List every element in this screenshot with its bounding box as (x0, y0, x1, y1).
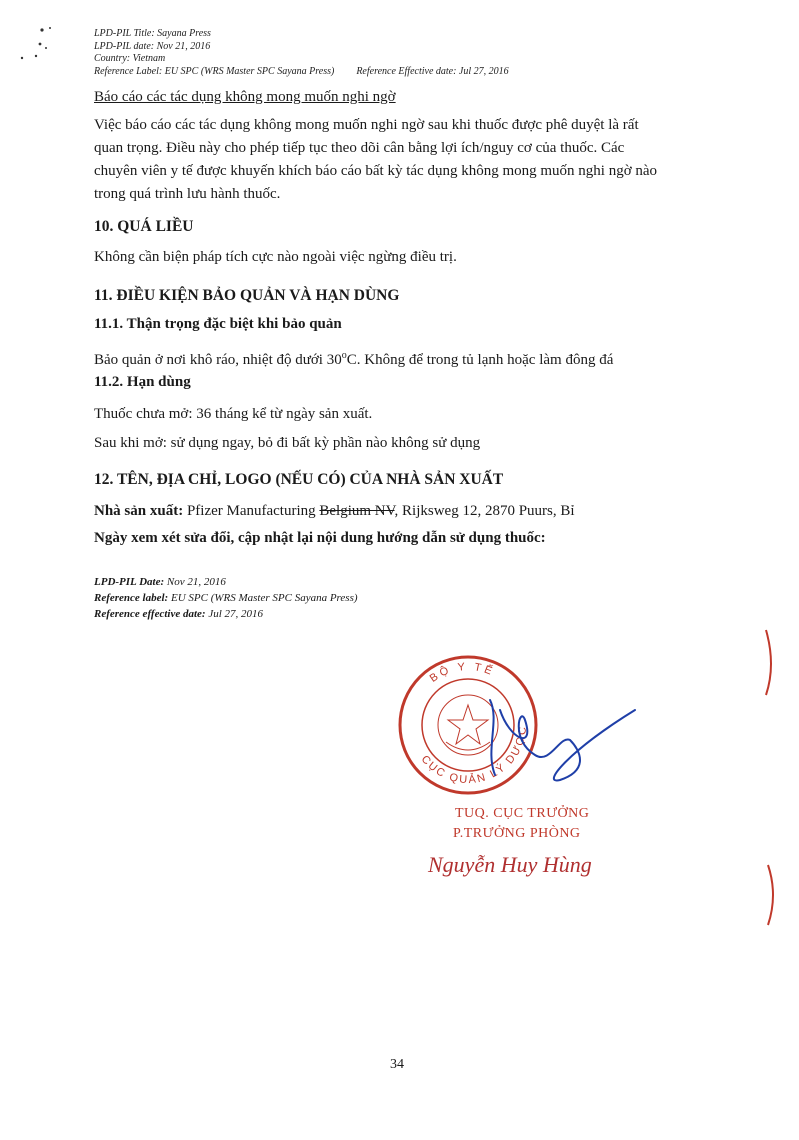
svg-text:CỤC QUẢN LÝ DƯỢC: CỤC QUẢN LÝ DƯỢC (418, 724, 530, 787)
ref-effective-label: Reference effective date: (94, 608, 206, 620)
svg-text:BỘ Y TẾ: BỘ Y TẾ (427, 660, 497, 685)
storage-text (94, 344, 613, 372)
ref-label-value: EU SPC (WRS Master SPC Sayana Press) (168, 592, 358, 604)
header-reference (94, 66, 509, 79)
stamp-title-2: P.TRƯỞNG PHÒNG (453, 826, 581, 841)
section-10-text: Không cần biện pháp tích cực nào ngoài việc ngừng điều trị. (94, 249, 457, 265)
document-header (94, 28, 509, 78)
storage-text-b: C. Không để trong tủ lạnh hoặc làm đông đá (346, 352, 614, 368)
header-ref-label: Reference Label: EU SPC (WRS Master SPC Sayana Press) (94, 65, 335, 77)
signer-name: Nguyễn Huy Hùng (428, 852, 592, 877)
header-country: Country: Vietnam (94, 53, 166, 64)
scan-marks (6, 18, 66, 68)
manufacturer-label: Nhà sản xuất: (94, 503, 184, 519)
header-title: LPD-PIL Title: Sayana Press (94, 28, 211, 39)
section-12-heading: 12. TÊN, ĐỊA CHỈ, LOGO (NẾU CÓ) CỦA NHÀ SẢN XUẤT (94, 471, 504, 488)
manufacturer-name: Pfizer Manufacturing (183, 503, 320, 519)
degree-sup: o (341, 350, 347, 361)
section-10-heading: 10. QUÁ LIỀU (94, 218, 194, 235)
section-11-2-heading: 11.2. Hạn dùng (94, 374, 191, 390)
manufacturer-struck: Belgium NV (319, 503, 395, 519)
ref-effective-value: Jul 27, 2016 (205, 608, 264, 620)
ref-date-label: LPD-PIL Date: (94, 576, 165, 588)
margin-marks (760, 625, 780, 945)
ref-date-value: Nov 21, 2016 (164, 576, 226, 588)
adverse-line: Việc báo cáo các tác dụng không mong muốn nghi ngờ sau khi thuốc được phê duyệt là rất (94, 117, 639, 133)
manufacturer-line (94, 500, 575, 523)
adverse-line: quan trọng. Điều này cho phép tiếp tục theo dõi cân bằng lợi ích/nguy cơ của thuốc. Các (94, 140, 625, 156)
header-ref-effective: Reference Effective date: Jul 27, 2016 (356, 65, 509, 77)
signature (440, 680, 660, 790)
page-number: 34 (390, 1057, 404, 1072)
expiry-opened: Sau khi mở: sử dụng ngay, bỏ đi bất kỳ phần nào không sử dụng (94, 435, 481, 451)
expiry-unopened: Thuốc chưa mở: 36 tháng kể từ ngày sản xuất. (94, 406, 373, 422)
adverse-line: trong quá trình lưu hành thuốc. (94, 186, 281, 202)
section-11-1-heading: 11.1. Thận trọng đặc biệt khi bảo quản (94, 316, 342, 332)
adverse-heading: Báo cáo các tác dụng không mong muốn nghi ngờ (94, 89, 396, 105)
review-date-label: Ngày xem xét sửa đổi, cập nhật lại nội dung hướng dẫn sử dụng thuốc: (94, 530, 546, 546)
adverse-line: chuyên viên y tế được khuyến khích báo cáo bất kỳ tác dụng không mong muốn nghi ngờ nào (94, 163, 658, 179)
manufacturer-address: , Rijksweg 12, 2870 Puurs, Bỉ (394, 503, 575, 519)
ref-label-label: Reference label: (94, 592, 169, 604)
section-11-heading: 11. ĐIỀU KIỆN BẢO QUẢN VÀ HẠN DÙNG (94, 287, 400, 304)
header-date: LPD-PIL date: Nov 21, 2016 (94, 40, 211, 52)
adverse-paragraph (94, 114, 706, 206)
stamp-title-1: TUQ. CỤC TRƯỞNG (455, 806, 590, 821)
storage-text-a: Bảo quản ở nơi khô ráo, nhiệt độ dưới 30 (94, 352, 342, 368)
reference-block (94, 574, 358, 622)
